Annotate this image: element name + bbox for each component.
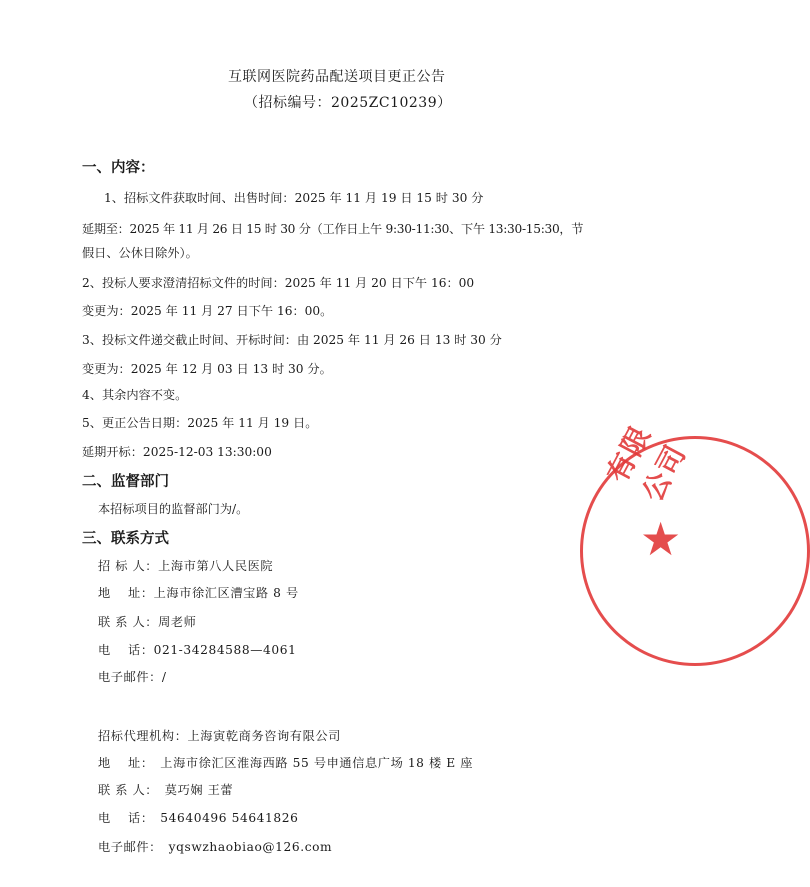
tenderer-phone: 电 话：021-34284588—4061 [98, 643, 297, 657]
section-content-heading: 一、内容： [82, 160, 155, 176]
agency-phone: 电 话： 54640496 54641826 [98, 811, 299, 825]
agency-email: 电子邮件： yqswzhaobiao@126.com [98, 840, 333, 854]
tenderer-contact: 联 系 人：周老师 [98, 615, 197, 629]
star-icon: ★ [640, 512, 682, 566]
section-supervision-heading: 二、监督部门 [82, 474, 169, 490]
agency-name: 招标代理机构：上海寅乾商务咨询有限公司 [98, 729, 341, 743]
agency-address: 地 址： 上海市徐汇区淮海西路 55 号申通信息广场 18 楼 E 座 [98, 756, 474, 770]
content-line-2: 延期至：2025 年 11 月 26 日 15 时 30 分（工作日上午 9:30-11:30、下午 13:30-15:30，节 [82, 222, 584, 236]
section-contact-heading: 三、联系方式 [82, 531, 169, 547]
content-line-5: 变更为：2025 年 11 月 27 日下午 16：00。 [82, 304, 333, 318]
content-line-7: 变更为：2025 年 12 月 03 日 13 时 30 分。 [82, 362, 332, 376]
agency-contact: 联 系 人： 莫巧娴 王蕾 [98, 783, 234, 797]
tenderer-email: 电子邮件：/ [98, 670, 167, 684]
content-line-9: 5、更正公告日期：2025 年 11 月 19 日。 [82, 416, 318, 430]
content-line-3: 假日、公休日除外）。 [82, 246, 198, 260]
content-line-1: 1、招标文件获取时间、出售时间：2025 年 11 月 19 日 15 时 30 分 [104, 191, 484, 205]
seal-text: 有限公司 [600, 419, 694, 507]
tender-number: （招标编号：2025ZC10239） [244, 95, 452, 111]
content-line-4: 2、投标人要求澄清招标文件的时间：2025 年 11 月 20 日下午 16：00 [82, 276, 475, 290]
document-title: 互联网医院药品配送项目更正公告 [228, 69, 446, 85]
supervision-line: 本招标项目的监督部门为/。 [98, 502, 249, 516]
content-line-8: 4、其余内容不变。 [82, 388, 188, 402]
tenderer-name: 招 标 人：上海市第八人民医院 [98, 559, 274, 573]
content-line-10: 延期开标：2025-12-03 13:30:00 [82, 445, 272, 459]
content-line-6: 3、投标文件递交截止时间、开标时间：由 2025 年 11 月 26 日 13 时 30 分 [82, 333, 502, 347]
tenderer-address: 地 址：上海市徐汇区漕宝路 8 号 [98, 586, 299, 600]
